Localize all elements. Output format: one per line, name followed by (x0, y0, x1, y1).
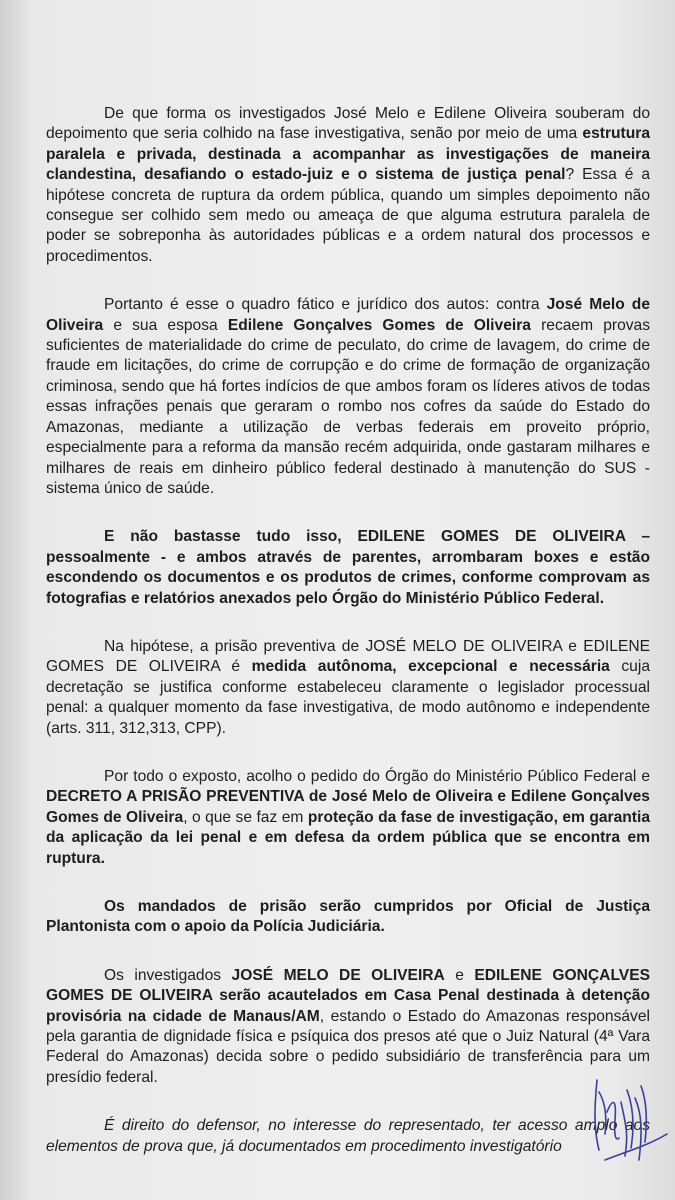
paragraph-7 (46, 966, 650, 1088)
p4-bold-b: medida autônoma, excepcional e necessária (251, 658, 610, 676)
p7-bold-b: JOSÉ MELO DE OLIVEIRA (231, 966, 445, 984)
p5-text-a: Por todo o exposto, acolho o pedido do Órgão do Ministério Público Federal e (104, 767, 650, 785)
paragraph-2 (46, 295, 650, 499)
p5-bold-d: proteção da fase de investigação, em garantia da aplicação da lei penal e em defesa da ordem pública que se encontra em ruptura. (46, 808, 650, 867)
p8-italic-a: É direito do defensor, no interesse do representado, ter acesso amplo aos elementos de prova que, já documentados em procedimento investigatório (46, 1117, 650, 1155)
p3-bold-a: E não bastasse tudo isso, EDILENE GOMES DE OLIVEIRA – pessoalmente - e ambos através de parentes, arrombaram boxes e estão escondendo os documentos e os produtos de crimes, conforme comprovam as fotografias e relatórios anexados pelo Órgão do Ministério Público Federal. (46, 528, 650, 607)
p2-text-e: recaem provas suficientes de materialidade do crime de peculato, do crime de lavagem, do crime de fraude em licitações, do crime de corrupção e do crime de formação de organização criminosa, sendo que há fortes indícios de que ambos foram os líderes ativos de todas essas infrações penais que geraram o rombo nos cofres da saúde do Estado do Amazonas, mediante a utilização de verbas federais em proveito próprio, especialmente para a reforma da mansão recém adquirida, onde gastaram milhares e milhares de reais em dinheiro público federal destinado à manutenção do SUS - sistema único de saúde. (46, 316, 651, 497)
p4-text-a: Na hipótese, a prisão preventiva de JOSÉ MELO DE OLIVEIRA e EDILENE GOMES DE OLIVEIRA é (46, 637, 650, 676)
p7-text-e: , estando o Estado do Amazonas responsável pela garantia de dignidade física e psíquica dos presos até que o Juiz Natural (4ª Vara Federal do Amazonas) decida sobre o pedido subsidiário de transferência para um presídio federal. (46, 1007, 650, 1086)
p2-bold-d: Edilene Gonçalves Gomes de Oliveira (227, 316, 531, 334)
p5-bold-b: DECRETO A PRISÃO PREVENTIVA de José Melo de Oliveira e Edilene Gonçalves Gomes de Oliveira (46, 788, 650, 826)
p2-bold-b: José Melo de Oliveira (46, 296, 650, 334)
p1-text-c: ? Essa é a hipótese concreta de ruptura da ordem pública, quando um simples depoimento não consegue ser colhido sem medo ou ameaça de que alguma estrutura paralela de poder se sobreponha às autoridades públicas e a ordem natural dos processos e procedimentos. (46, 166, 650, 265)
document-page (46, 104, 650, 1157)
paragraph-1 (46, 104, 650, 267)
p2-text-a: Portanto é esse o quadro fático e jurídico dos autos: contra (104, 296, 547, 314)
paragraph-6 (46, 897, 650, 938)
p7-text-a: Os investigados (104, 966, 232, 984)
p1-bold-b: estrutura paralela e privada, destinada a acompanhar as investigações de maneira clandestina, desafiando o estado-juiz e o sistema de justiça penal (46, 125, 650, 184)
p7-bold-d: EDILENE GONÇALVES GOMES DE OLIVEIRA serão acautelados em Casa Penal destinada à detenção provisória na cidade de Manaus/AM (46, 966, 651, 1025)
paragraph-4 (46, 637, 650, 739)
p6-bold-a: Os mandados de prisão serão cumpridos por Oficial de Justiça Plantonista com o apoio da Polícia Judiciária. (46, 898, 650, 936)
p5-text-c: , o que se faz em (183, 808, 308, 826)
p2-text-c: e sua esposa (103, 316, 228, 334)
paragraph-8 (46, 1116, 650, 1157)
paragraph-5 (46, 767, 650, 869)
p4-text-c: cuja decretação se justifica conforme estabeleceu claramente o legislador processual penal: a qualquer momento da fase investigativa, de modo autônomo e independente (arts. 311, 312,313, CPP). (46, 658, 650, 737)
handwritten-signature-icon (585, 1072, 670, 1172)
paragraph-3 (46, 527, 650, 609)
p1-text-a: De que forma os investigados José Melo e Edilene Oliveira souberam do depoimento que seria colhido na fase investigativa, senão por meio de uma (46, 105, 650, 143)
p7-text-c: e (444, 966, 475, 984)
